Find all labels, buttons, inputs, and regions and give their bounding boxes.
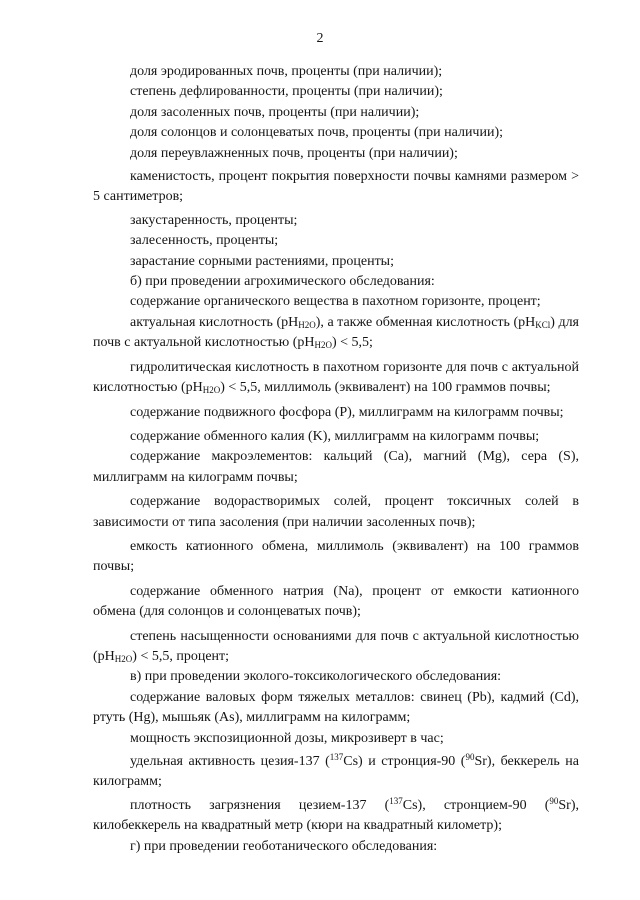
item-actual-acidity [93, 313, 579, 354]
subscript: H2O [202, 385, 221, 396]
item-solonetz-soils: доля солонцов и солонцеватых почв, проценты (при наличии); [130, 125, 504, 141]
subscript: H2O [314, 340, 332, 351]
item-forest-cover: залесенность, проценты; [130, 233, 279, 249]
superscript: 90 [465, 752, 475, 762]
text-part: Cs) и стронция-90 ( [343, 754, 466, 769]
superscript: 137 [389, 795, 403, 806]
item-hydrolytic-acidity [93, 358, 579, 399]
text-part: удельная активность цезия-137 ( [130, 754, 330, 769]
section-agrochemical-heading: б) при проведении агрохимического обследования: [130, 274, 435, 290]
text-part: актуальная кислотность (pH [130, 314, 299, 330]
item-water-soluble-salts: содержание водорастворимых солей, процент токсичных солей в зависимости от типа засоления (при наличии засоленных почв); [93, 494, 579, 530]
item-heavy-metals: содержание валовых форм тяжелых металлов: свинец (Pb), кадмий (Cd), ртуть (Hg), мышьяк (As), миллиграмм на килограмм; [93, 689, 579, 726]
item-eroded-soils: доля эродированных почв, проценты (при наличии); [130, 64, 443, 79]
text-part: Sr), беккерель на килограмм; [93, 754, 579, 790]
text-part: ) < 5,5, миллимоль (эквивалент) на 100 граммов почвы; [220, 380, 551, 396]
text-part: гидролитическая кислотность в пахотном горизонте для почв с актуальной кислотностью (pH [93, 359, 579, 396]
text-part: ), а также обменная кислотность (pH [315, 314, 536, 330]
item-macroelements: содержание макроэлементов: кальций (Ca), магний (Mg), сера (S), миллиграмм на килограмм почвы; [93, 449, 579, 485]
item-cation-exchange-capacity: емкость катионного обмена, миллимоль (эквивалент) на 100 граммов почвы; [93, 538, 579, 575]
item-contamination-density [93, 796, 579, 837]
text-part: ) для почв с актуальной кислотностью (pH [93, 314, 579, 351]
document-body [93, 62, 579, 857]
text-part: Sr), килобеккерель на квадратный метр (кюри на квадратный километр); [93, 797, 579, 834]
item-waterlogged-soils: доля переувлажненных почв, проценты (при наличии); [130, 145, 458, 161]
item-stoniness: каменистость, процент покрытия поверхности почвы камнями размером > 5 сантиметров; [93, 169, 579, 205]
subscript: KCl [535, 319, 551, 330]
item-exchangeable-sodium: содержание обменного натрия (Na), процент от емкости катионного обмена (для солонцов и солонцеватых почв); [93, 583, 579, 620]
item-specific-activity [93, 752, 579, 793]
item-exposure-dose-rate: мощность экспозиционной дозы, микрозиверт в час; [130, 730, 444, 746]
text-part: плотность загрязнения цезием-137 ( [130, 797, 390, 813]
item-mobile-phosphorus: содержание подвижного фосфора (P), миллиграмм на килограмм почвы; [130, 404, 564, 420]
item-deflation-degree: степень дефлированности, проценты (при наличии); [130, 84, 443, 100]
section-eco-toxicological-heading: в) при проведении эколого-токсикологического обследования: [130, 669, 502, 685]
item-exchangeable-potassium: содержание обменного калия (K), миллиграмм на килограмм почвы; [130, 428, 540, 444]
text-part: Cs), стронцием-90 ( [402, 797, 550, 813]
item-saline-soils: доля засоленных почв, проценты (при наличии); [130, 104, 420, 120]
item-organic-matter: содержание органического вещества в пахотном горизонте, процент; [130, 294, 541, 310]
item-shrub-cover: закустаренность, проценты; [130, 212, 298, 228]
text-part: ) < 5,5, процент; [132, 648, 230, 664]
item-weed-cover: зарастание сорными растениями, проценты; [130, 253, 394, 269]
page-number: 2 [316, 31, 324, 46]
superscript: 90 [549, 795, 559, 806]
text-part: степень насыщенности основаниями для почв с актуальной кислотностью (pH [93, 628, 579, 664]
text-part: ) < 5,5; [331, 335, 373, 351]
superscript: 137 [329, 752, 344, 762]
subscript: H2O [114, 653, 133, 664]
subscript: H2O [298, 319, 316, 330]
section-geobotanical-heading: г) при проведении геоботанического обследования: [130, 838, 438, 854]
item-base-saturation [93, 627, 579, 668]
